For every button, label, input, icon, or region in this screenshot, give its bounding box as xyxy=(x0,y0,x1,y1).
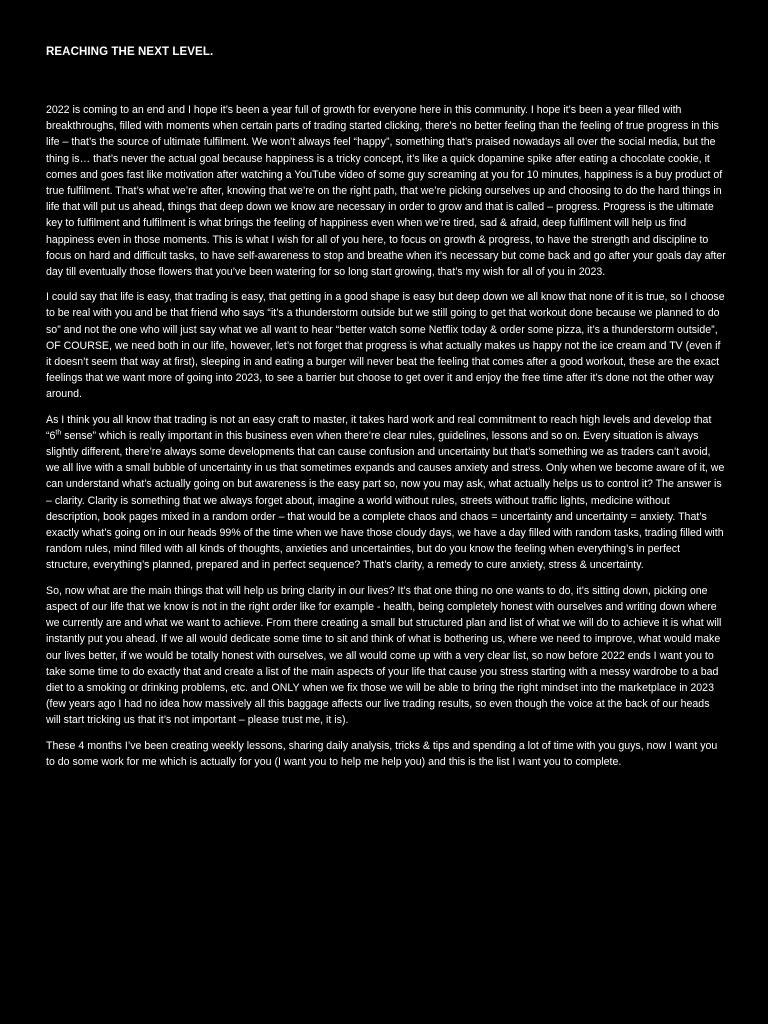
paragraph-3-text-before: As I think you all know that trading is not an easy craft to master, it takes hard work and real commitment to reach high levels and develop that “6 xyxy=(46,413,712,442)
document-title: REACHING THE NEXT LEVEL. xyxy=(46,46,214,58)
paragraph-2: I could say that life is easy, that trading is easy, that getting in a good shape is easy but deep down we all know that none of it is true, so I choose to be real with you and be that friend who says “it’s a thunderstorm outside but we still going to get that workout done because we planned to do so” and not the one who will just say what we all want to hear “better watch some Netflix today & order some pizza, it’s a thunderstorm outside”, OF COURSE, we need both in our life, however, let’s not forget that progress is what actually makes us happy not the ice cream and TV (even if it doesn’t seem that way at first), sleeping in and eating a burger will never beat the feeling that comes after a good workout, these are the exact feelings that we want more of going into 2023, to see a barrier but choose to get over it and enjoy the free time after it’s done not the other way around. xyxy=(46,291,725,401)
document-page xyxy=(46,44,726,779)
paragraph-3 xyxy=(46,412,726,574)
paragraph-4: So, now what are the main things that will help us bring clarity in our lives? It’s that one thing no one wants to do, it’s sitting down, picking one aspect of our life that we know is not in the right order like for example - health, being completely honest with ourselves and writing down where we currently are and what we want to achieve. From there creating a small but structured plan and list of what we will do to achieve it is what will instantly put you ahead. If we all would dedicate some time to sit and think of what is bothering us, where we need to improve, what would make our lives better, if we would be totally honest with ourselves, we all would come up with a very clear list, so now before 2022 ends I want you to take some time to do exactly that and create a list of the main aspects of your life that cause you stress starting with a messy wardrobe to a bad diet to a smoking or drinking problems, etc. and ONLY when we fix those we will be able to bring the right mindset into the marketplace in 2023 (few years ago I had no idea how massively all this baggage affects our live trading results, so even though the voice at the back of our heads will start tricking us that it’s not important – please trust me, it is). xyxy=(46,584,722,727)
paragraph-1: 2022 is coming to an end and I hope it’s been a year full of growth for everyone here in this community. I hope it’s been a year filled with breakthroughs, filled with moments when certain parts of trading started clicking, there’s no better feeling than the feeling of true progress in this life – that’s the source of ultimate fulfilment. We won’t always feel “happy”, something that’s praised nowadays all over the social media, but the thing is… that’s never the actual goal because happiness is a tricky concept, it’s like a quick dopamine spike after eating a chocolate cookie, it comes and goes fast like motivation after watching a YouTube video of some guy screaming at you for 10 minutes, happiness is a buy product of true fulfilment. That’s what we’re after, knowing that we’re on the right path, that we’re picking ourselves up and choosing to do the hard things in life that will put us ahead, things that deep down we know are necessary in order to grow and that is called – progress. Progress is the ultimate key to fulfilment and fulfilment is what brings the feeling of happiness even when we’re tired, sad & afraid, deep fulfilment will help us find happiness even in those moments. This is what I wish for all of you here, to focus on growth & progress, to have the strength and discipline to focus on hard and difficult tasks, to have self-awareness to stop and breathe when it’s necessary but come back and go after your goals day after day till eventually those flowers that you’ve been watering for so long start growing, that’s my wish for all of you in 2023. xyxy=(46,104,726,279)
paragraph-3-text-after: sense” which is really important in this business even when there’re clear rules, guidelines, lessons and so on. Every situation is always slightly different, there’re always some developments that can cause confusion and uncertainty but that’s something we as traders can’t avoid, we all live with a small bubble of uncertainty in us that sometimes expands and causes anxiety and stress. Only when we become aware of it, we can understand what’s actually going on but awareness is the easy part so, now you may ask, what actually helps us to control it? The answer is – clarity. Clarity is something that we always forget about, imagine a world without rules, streets without traffic lights, medicine without description, book pages mixed in a random order – that would be a complete chaos and chaos = uncertainty and uncertainty = anxiety. That’s exactly what’s going on in our heads 99% of the time when we have those cloudy days, we have a day filled with random tasks, trading filled with random rules, mind filled with all kinds of thoughts, anxieties and uncertainties, but do you know the feeling when everything’s in perfect structure, everything’s planned, prepared and in perfect sequence? That’s clarity, a remedy to cure anxiety, stress & uncertainty. xyxy=(46,429,725,572)
paragraph-5: These 4 months I’ve been creating weekly lessons, sharing daily analysis, tricks & tips and spending a lot of time with you guys, now I want you to do some work for me which is actually for you (I want you to help me help you) and this is the list I want you to complete. xyxy=(46,739,718,768)
paragraph-3-superscript: th xyxy=(55,429,62,437)
